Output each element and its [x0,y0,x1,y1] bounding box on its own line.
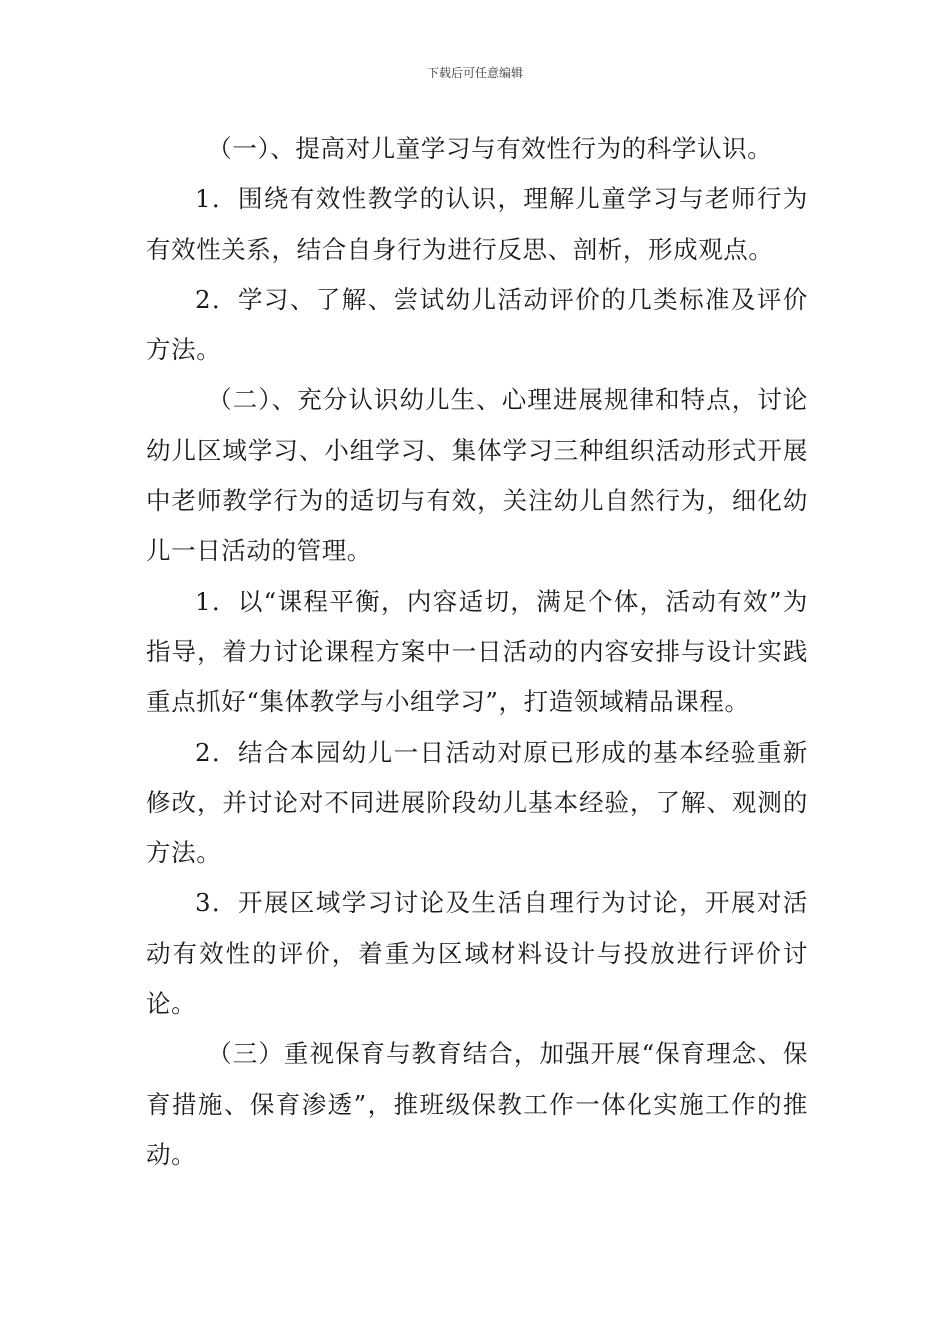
paragraph: 3．开展区域学习讨论及生活自理行为讨论，开展对活动有效性的评价，着重为区域材料设计与投放进行评价讨论。 [146,888,808,1019]
paragraph: 2．学习、了解、尝试幼儿活动评价的几类标准及评价方法。 [146,284,808,365]
paragraph: 1．以“课程平衡，内容适切，满足个体，活动有效”为指导，着力讨论课程方案中一日活动的内容安排与设计实践重点抓好“集体教学与小组学习”，打造领域精品课程。 [146,586,808,717]
section-heading-1: （一）、提高对儿童学习与有效性行为的科学认识。 [207,134,773,163]
section-heading-3: （三）重视保育与教育结合，加强开展“保育理念、保育措施、保育渗透”，推班级保教工作一体化实施工作的推动。 [146,1039,808,1169]
paragraph: 2．结合本园幼儿一日活动对原已形成的基本经验重新修改，并讨论对不同进展阶段幼儿基本经验，了解、观测的方法。 [146,737,808,868]
paragraph: 1．围绕有效性教学的认识，理解儿童学习与老师行为有效性关系，结合自身行为进行反思、剖析，形成观点。 [146,184,808,264]
header-note: 下载后可任意编辑 [426,66,523,80]
document-body [146,124,808,1180]
section-heading-2: （二）、充分认识幼儿生、心理进展规律和特点，讨论幼儿区域学习、小组学习、集体学习三种组织活动形式开展中老师教学行为的适切与有效，关注幼儿自然行为，细化幼儿一日活动的管理。 [146,385,808,566]
